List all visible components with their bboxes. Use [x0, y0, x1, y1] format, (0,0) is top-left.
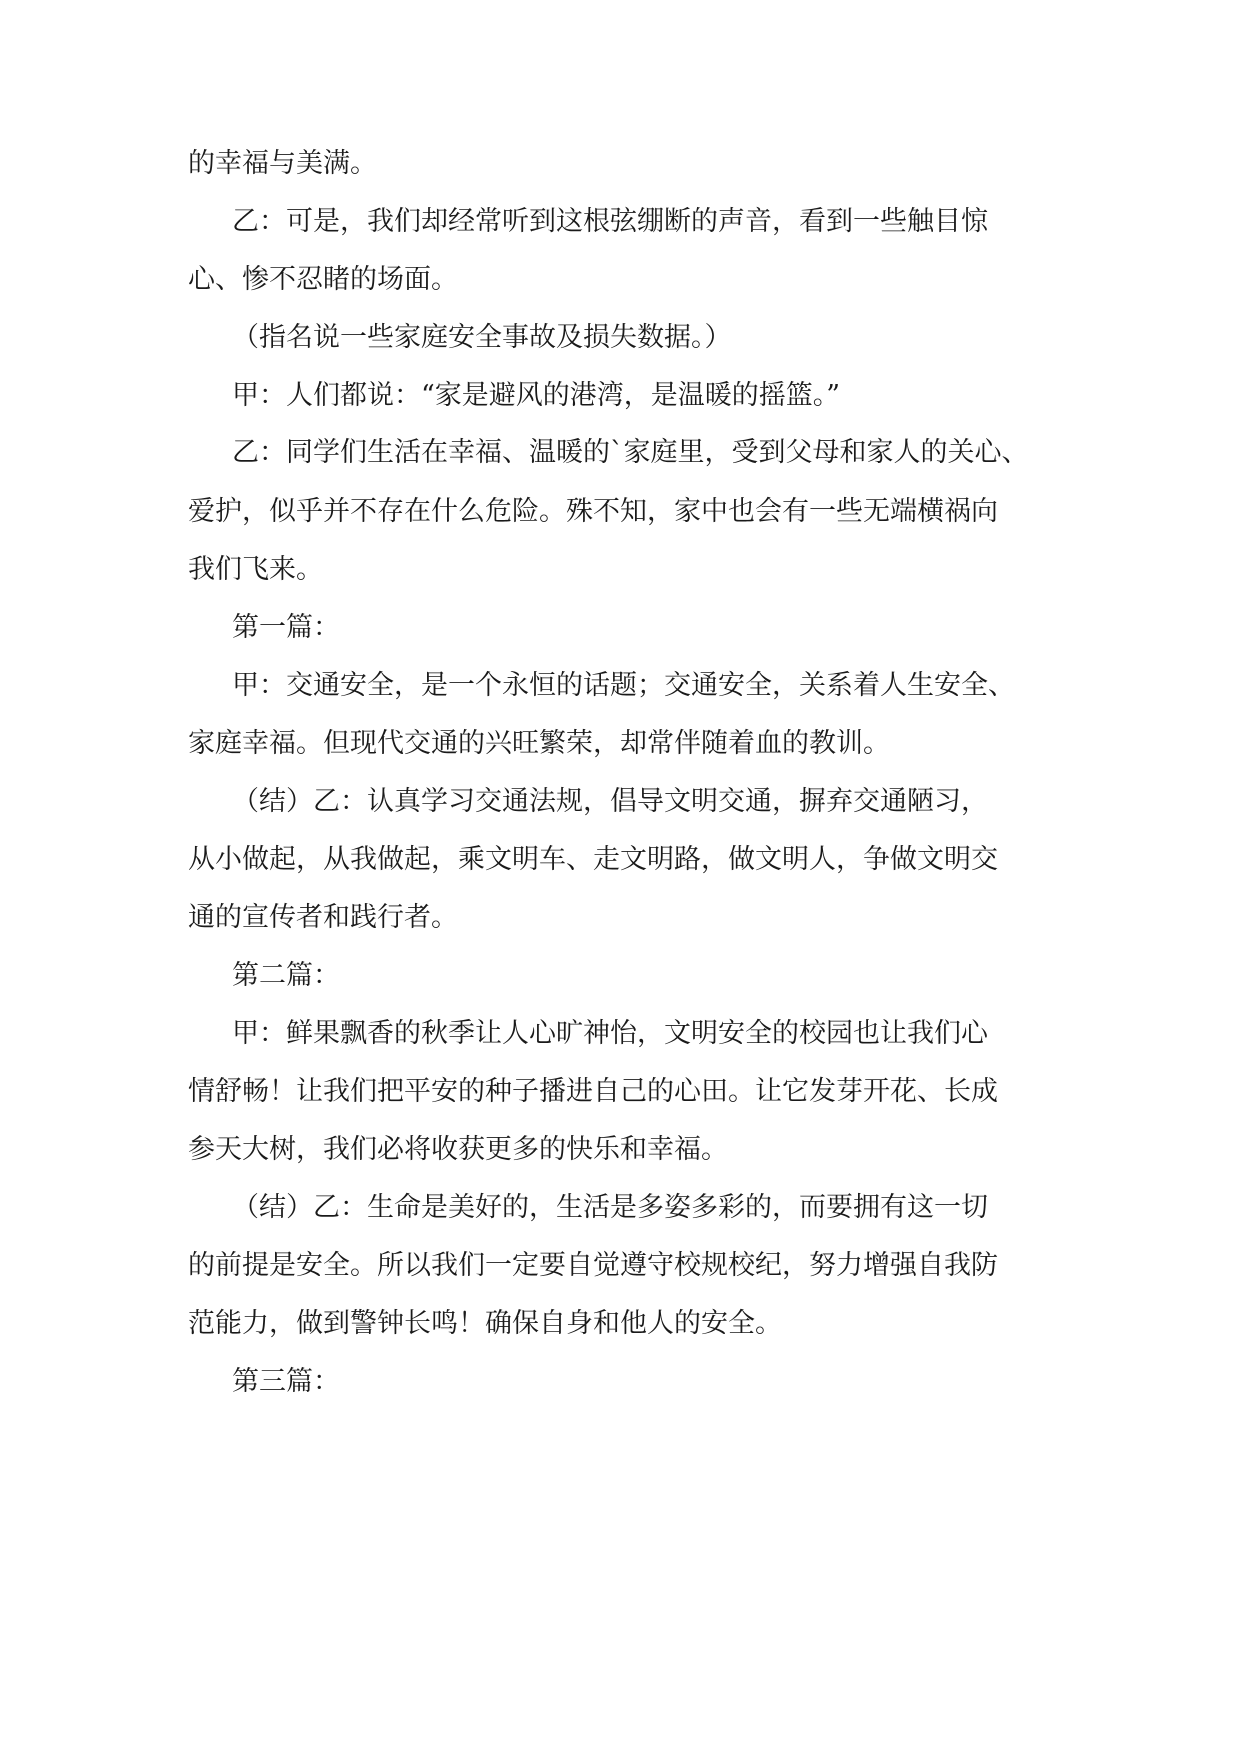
- text-line: （结）乙：认真学习交通法规，倡导文明交通，摒弃交通陋习，: [232, 786, 988, 817]
- text-line: 从小做起，从我做起，乘文明车、走文明路，做文明人，争做文明交: [188, 844, 998, 875]
- text-line: 的前提是安全。所以我们一定要自觉遵守校规校纪，努力增强自我防: [188, 1250, 998, 1281]
- text-line: 的幸福与美满。: [188, 148, 377, 179]
- text-line: 我们飞来。: [188, 554, 323, 585]
- text-line: 乙：同学们生活在幸福、温暖的`家庭里，受到父母和家人的关心、: [232, 437, 1029, 468]
- text-line: 甲：人们都说：“家是避风的港湾，是温暖的摇篮。”: [232, 380, 841, 411]
- text-line: 范能力，做到警钟长鸣！确保自身和他人的安全。: [188, 1308, 782, 1339]
- text-line: 甲：交通安全，是一个永恒的话题；交通安全，关系着人生安全、: [232, 670, 1015, 701]
- text-line: （指名说一些家庭安全事故及损失数据。）: [232, 322, 732, 353]
- text-line: 情舒畅！让我们把平安的种子播进自己的心田。让它发芽开花、长成: [188, 1076, 998, 1107]
- text-line: 甲：鲜果飘香的秋季让人心旷神怡，文明安全的校园也让我们心: [232, 1018, 988, 1049]
- text-line: 心、惨不忍睹的场面。: [188, 264, 458, 295]
- text-line: 通的宣传者和践行者。: [188, 902, 458, 933]
- text-line: 家庭幸福。但现代交通的兴旺繁荣，却常伴随着血的教训。: [188, 728, 890, 759]
- section-heading: 第二篇：: [232, 960, 340, 991]
- text-line: 爱护，似乎并不存在什么危险。殊不知，家中也会有一些无端横祸向: [188, 496, 998, 527]
- text-line: 参天大树，我们必将收获更多的快乐和幸福。: [188, 1134, 728, 1165]
- section-heading: 第一篇：: [232, 612, 340, 643]
- text-line: 乙：可是，我们却经常听到这根弦绷断的声音，看到一些触目惊: [232, 206, 988, 237]
- text-line: （结）乙：生命是美好的，生活是多姿多彩的，而要拥有这一切: [232, 1192, 988, 1223]
- section-heading: 第三篇：: [232, 1366, 340, 1397]
